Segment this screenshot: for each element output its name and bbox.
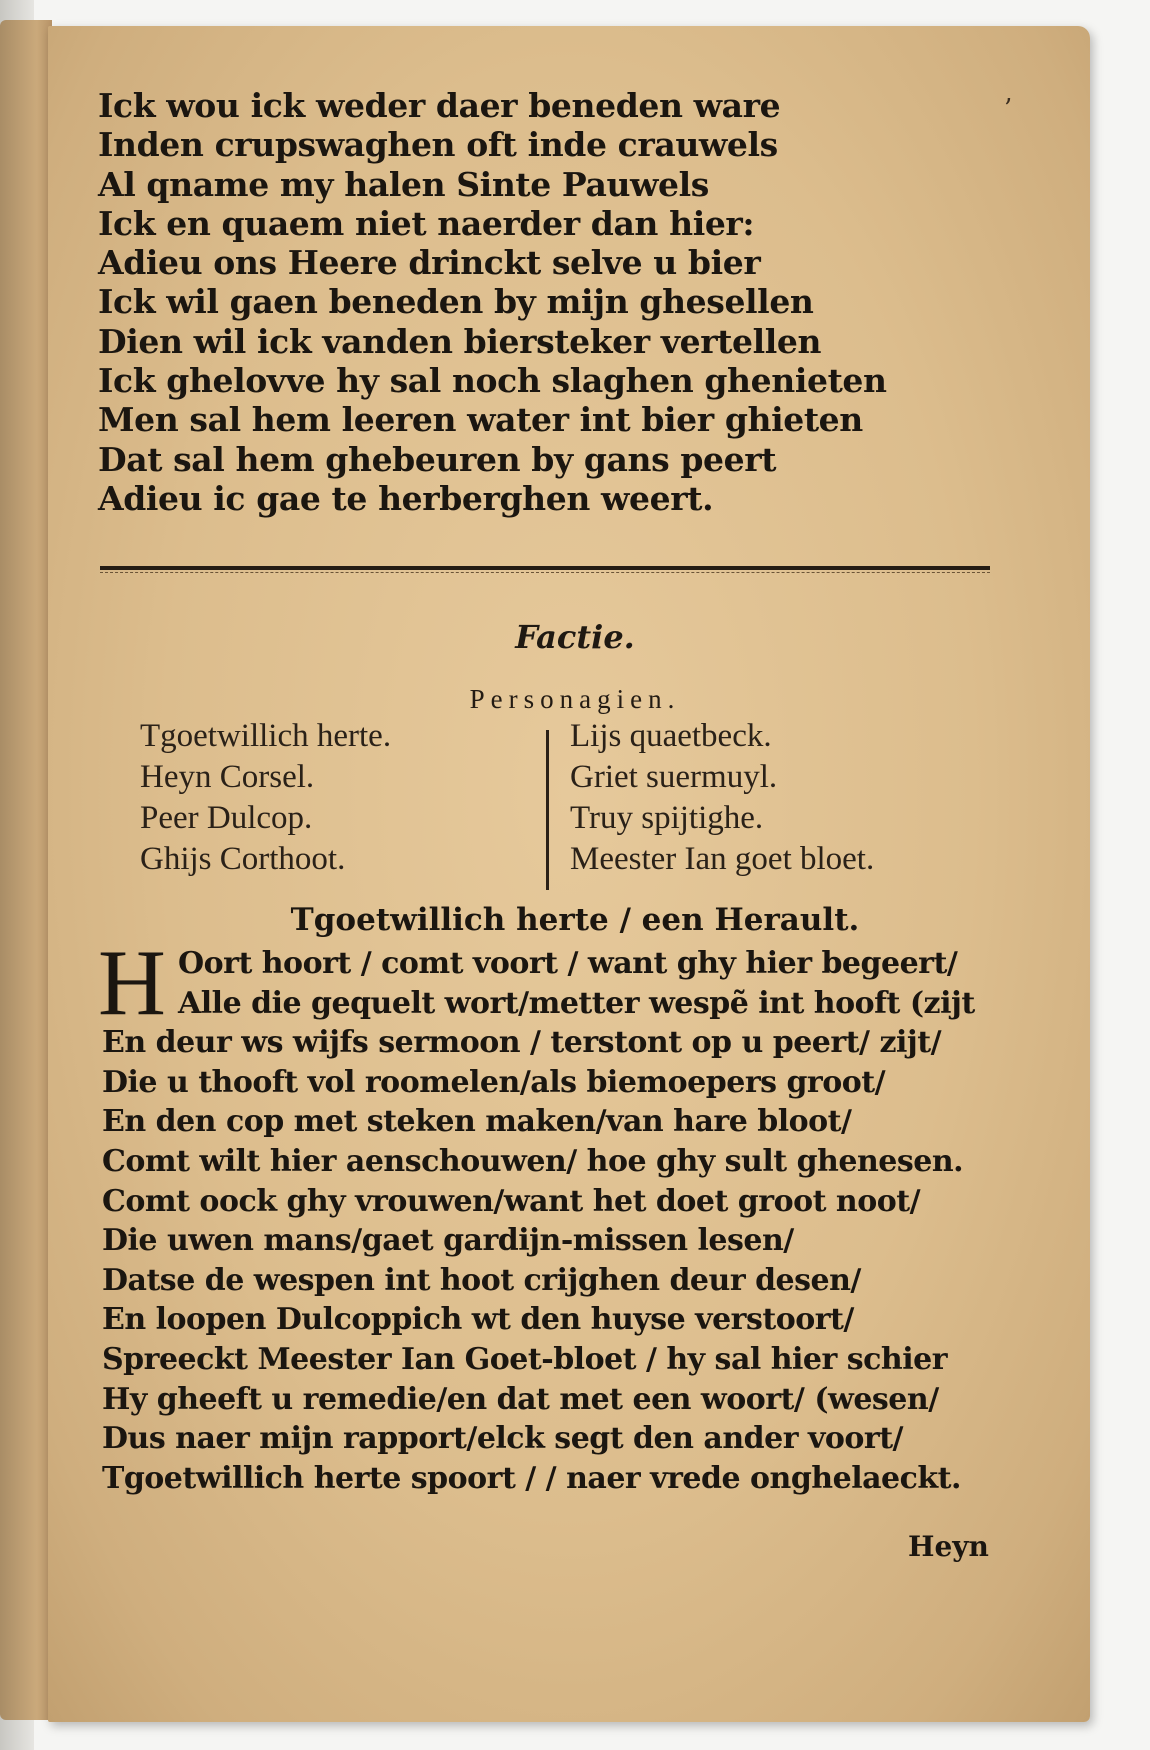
catchword: Heyn bbox=[908, 1530, 989, 1563]
speech-line: Datse de wespen int hoot crijghen deur desen/ bbox=[102, 1262, 861, 1298]
speech-line: En deur ws wijfs sermoon / terstont op u peert/ zijt/ bbox=[102, 1025, 942, 1061]
drop-cap: H bbox=[98, 931, 166, 1035]
speech-line: Alle die gequelt wort/metter wespẽ int hooft (zijt bbox=[178, 985, 975, 1021]
cast-member: Meester Ian goet bloet. bbox=[570, 841, 875, 877]
speech-line: En loopen Dulcoppich wt den huyse verstoort/ bbox=[102, 1302, 854, 1338]
verse-line: Al qname my halen Sinte Pauwels bbox=[98, 164, 709, 204]
speaker-heading: Tgoetwillich herte / een Herault. bbox=[290, 902, 860, 938]
verse-line: Ick en quaem niet naerder dan hier: bbox=[98, 203, 755, 243]
speech-line: Comt oock ghy vrouwen/want het doet groot noot/ bbox=[102, 1183, 921, 1219]
verse-line: Dien wil ick vanden biersteker vertellen bbox=[98, 321, 822, 361]
speech-line: En den cop met steken maken/van hare bloot/ bbox=[102, 1104, 852, 1140]
page-mark: ’ bbox=[1004, 94, 1013, 124]
verse-line: Ick wou ick weder daer beneden ware bbox=[98, 86, 781, 125]
speech-line: Comt wilt hier aenschouwen/ hoe ghy sult ghenesen. bbox=[102, 1143, 964, 1179]
speech-line: Tgoetwillich herte spoort / / naer vrede onghelaeckt. bbox=[102, 1460, 961, 1496]
horizontal-rule bbox=[100, 566, 990, 570]
verse-line: Men sal hem leeren water int bier ghieten bbox=[98, 400, 863, 440]
speech-line: Die uwen mans/gaet gardijn-missen lesen/ bbox=[102, 1223, 794, 1259]
cast-list-right bbox=[570, 716, 874, 880]
verse-line: Ick wil gaen beneden by mijn ghesellen bbox=[98, 282, 814, 322]
speech-line: Spreeckt Meester Ian Goet-bloet / hy sal hier schier bbox=[102, 1341, 948, 1377]
verse-line: Dat sal hem ghebeuren by gans peert bbox=[98, 439, 777, 479]
section-title: Factie. bbox=[515, 618, 635, 656]
cast-heading: Personagien. bbox=[469, 684, 681, 714]
cast-member: Lijs quaetbeck. bbox=[570, 718, 772, 754]
cast-member: Peer Dulcop. bbox=[140, 800, 313, 836]
speech-line: Die u thooft vol roomelen/als biemoepers groot/ bbox=[102, 1064, 886, 1100]
cast-list-left bbox=[140, 716, 391, 880]
verse-line: Adieu ons Heere drinckt selve u bier bbox=[98, 243, 761, 283]
speech-block bbox=[102, 944, 1012, 1498]
speech-line: Oort hoort / comt voort / want ghy hier begeert/ bbox=[178, 946, 958, 981]
verse-line: Adieu ic gae te herberghen weert. bbox=[98, 478, 714, 518]
cast-member: Tgoetwillich herte. bbox=[140, 718, 392, 754]
cast-member: Truy spijtighe. bbox=[570, 800, 764, 836]
cast-member: Ghijs Corthoot. bbox=[140, 841, 346, 877]
left-page-edge bbox=[0, 20, 52, 1720]
cast-divider bbox=[546, 730, 549, 890]
cast-member: Griet suermuyl. bbox=[570, 759, 778, 795]
speech-line: Dus naer mijn rapport/elck segt den ander voort/ bbox=[102, 1421, 904, 1457]
cast-member: Heyn Corsel. bbox=[140, 759, 315, 795]
verse-line: Inden crupswaghen oft inde crauwels bbox=[98, 125, 778, 165]
verse-block bbox=[98, 86, 918, 518]
speech-line: Hy gheeft u remedie/en dat met een woort/ (wesen/ bbox=[102, 1381, 939, 1417]
verse-line: Ick ghelovve hy sal noch slaghen ghenieten bbox=[98, 361, 887, 401]
